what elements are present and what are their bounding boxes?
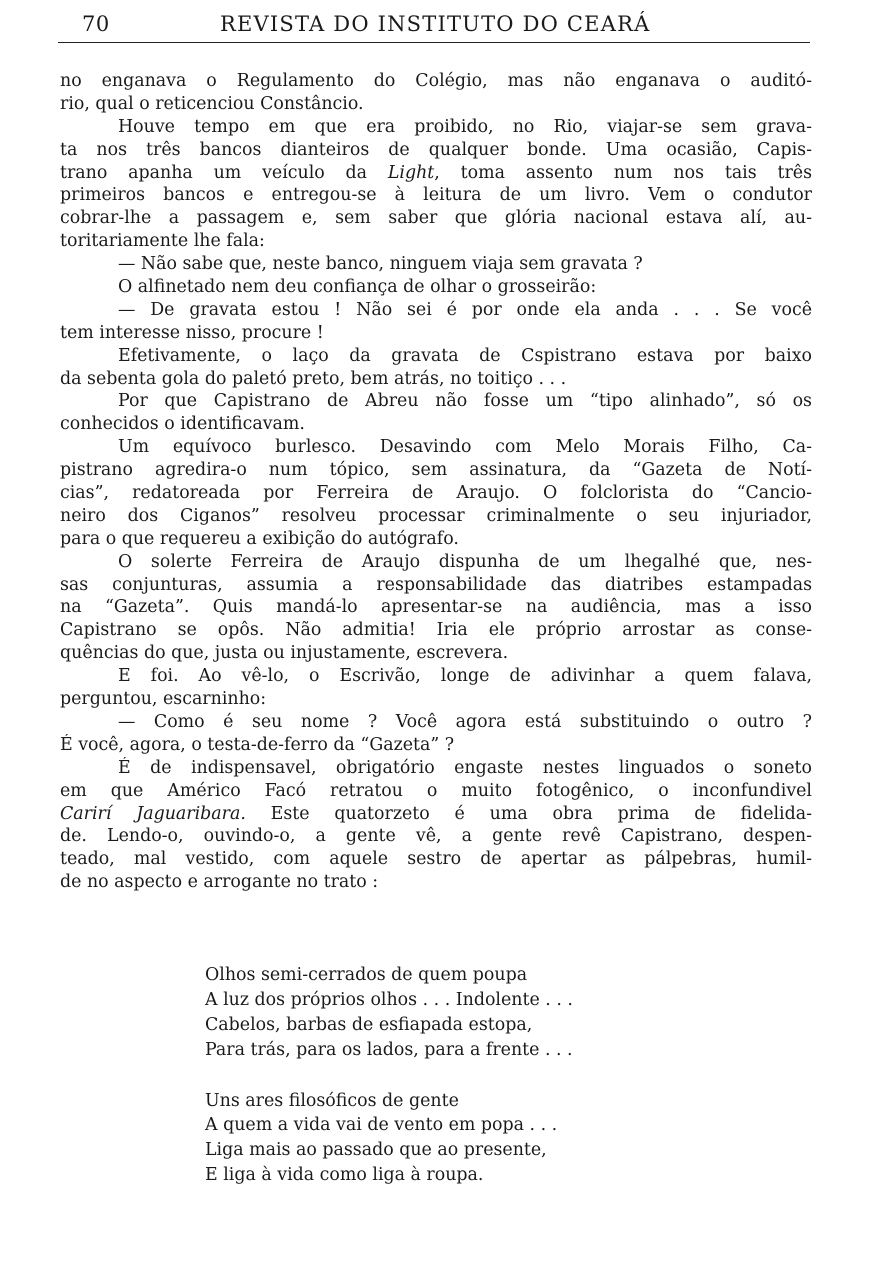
- poem-line: Uns ares filosóficos de gente: [205, 1090, 459, 1111]
- text-line: primeiros bancos e entregou-se à leitura de um livro. Vem o condutor: [60, 185, 812, 206]
- poem-line: Olhos semi-cerrados de quem poupa: [205, 965, 528, 985]
- line-lead: trano apanha um veículo da: [60, 162, 388, 183]
- text-line: conhecidos o identificavam.: [60, 414, 305, 435]
- text-line: de. Lendo-o, ouvindo-o, a gente vê, a gente revê Capistrano, despen-: [60, 826, 812, 847]
- poem-line: Liga mais ao passado que ao presente,: [205, 1140, 547, 1161]
- text-line: E foi. Ao vê-lo, o Escrivão, longe de adivinhar a quem falava,: [118, 666, 812, 687]
- text-line-light: [60, 162, 812, 185]
- page-number: 70: [82, 12, 110, 36]
- text-line: O alfinetado nem deu confiança de olhar o grosseirão:: [118, 277, 597, 298]
- text-line: — Não sabe que, neste banco, ninguem viaja sem gravata ?: [118, 254, 643, 275]
- stanza-gap: [205, 1063, 685, 1089]
- text-line: para o que requereu a exibição do autógrafo.: [60, 528, 459, 549]
- text-line: quências do que, justa ou injustamente, escrevera.: [60, 643, 509, 664]
- line-tail: Este quatorzeto é uma obra prima de fidelida-: [245, 803, 812, 824]
- text-line: neiro dos Ciganos” resolveu processar criminalmente o seu injuriador,: [60, 505, 812, 526]
- text-line: Houve tempo em que era proibido, no Rio, viajar-se sem grava-: [118, 116, 812, 137]
- text-line: Um equívoco burlesco. Desavindo com Melo Morais Filho, Ca-: [118, 437, 812, 458]
- text-line: sas conjunturas, assumia a responsabilidade das diatribes estampadas: [60, 574, 812, 595]
- light-italic: Light: [387, 162, 435, 183]
- text-line: — Como é seu nome ? Você agora está substituindo o outro ?: [118, 711, 812, 732]
- text-line: rio, qual o reticenciou Constâncio.: [60, 93, 364, 114]
- text-line: O solerte Ferreira de Araujo dispunha de um lhegalhé que, nes-: [118, 551, 812, 572]
- poem-line: E liga à vida como liga à roupa.: [205, 1165, 484, 1186]
- text-line: cobrar-lhe a passagem e, sem saber que glória nacional estava alí, au-: [60, 208, 812, 229]
- text-line: em que Américo Facó retratou o muito fotogênico, o inconfundivel: [60, 780, 812, 801]
- text-line: na “Gazeta”. Quis mandá-lo apresentar-se na audiência, mas a isso: [60, 597, 812, 618]
- line-tail: , toma assento num nos tais três: [434, 162, 812, 183]
- text-line-cariri: [60, 803, 812, 826]
- body-text: [60, 70, 812, 894]
- poem-line: A luz dos próprios olhos . . . Indolente . . .: [205, 989, 573, 1010]
- text-line: cias”, redatoreada por Ferreira de Araujo. O folclorista do “Cancio-: [60, 483, 812, 504]
- text-line: perguntou, escarninho:: [60, 689, 267, 710]
- text-line: no enganava o Regulamento do Colégio, mas não enganava o auditó-: [60, 71, 812, 91]
- poem-line: Para trás, para os lados, para a frente . . .: [205, 1039, 573, 1060]
- text-line: toritariamente lhe fala:: [60, 231, 265, 252]
- text-line: — De gravata estou ! Não sei é por onde ela anda . . . Se você: [118, 299, 812, 320]
- running-title: REVISTA DO INSTITUTO DO CEARÁ: [220, 12, 651, 36]
- text-line: tem interesse nisso, procure !: [60, 322, 324, 343]
- text-line: de no aspecto e arrogante no trato :: [60, 872, 379, 893]
- sonnet: [205, 963, 685, 1188]
- text-line: pistrano agredira-o num tópico, sem assinatura, da “Gazeta de Notí-: [60, 460, 812, 481]
- text-line: É você, agora, o testa-de-ferro da “Gazeta” ?: [60, 734, 455, 755]
- text-line: da sebenta gola do paletó preto, bem atrás, no toitiço . . .: [60, 368, 567, 389]
- text-line: teado, mal vestido, com aquele sestro de apertar as pálpebras, humil-: [60, 849, 812, 870]
- text-line: Capistrano se opôs. Não admitia! Iria ele próprio arrostar as conse-: [60, 620, 812, 641]
- text-line: ta nos três bancos dianteiros de qualquer bonde. Uma ocasião, Capis-: [60, 139, 812, 160]
- page-header: [58, 10, 810, 43]
- cariri-italic: Carirí Jaguaribara.: [60, 803, 246, 824]
- text-line: É de indispensavel, obrigatório engaste nestes linguados o soneto: [118, 757, 812, 778]
- text-line: Efetivamente, o laço da gravata de Cspistrano estava por baixo: [118, 345, 812, 366]
- poem-line: Cabelos, barbas de esfiapada estopa,: [205, 1014, 533, 1035]
- poem-line: A quem a vida vai de vento em popa . . .: [205, 1115, 558, 1136]
- text-line: Por que Capistrano de Abreu não fosse um “tipo alinhado”, só os: [118, 391, 812, 412]
